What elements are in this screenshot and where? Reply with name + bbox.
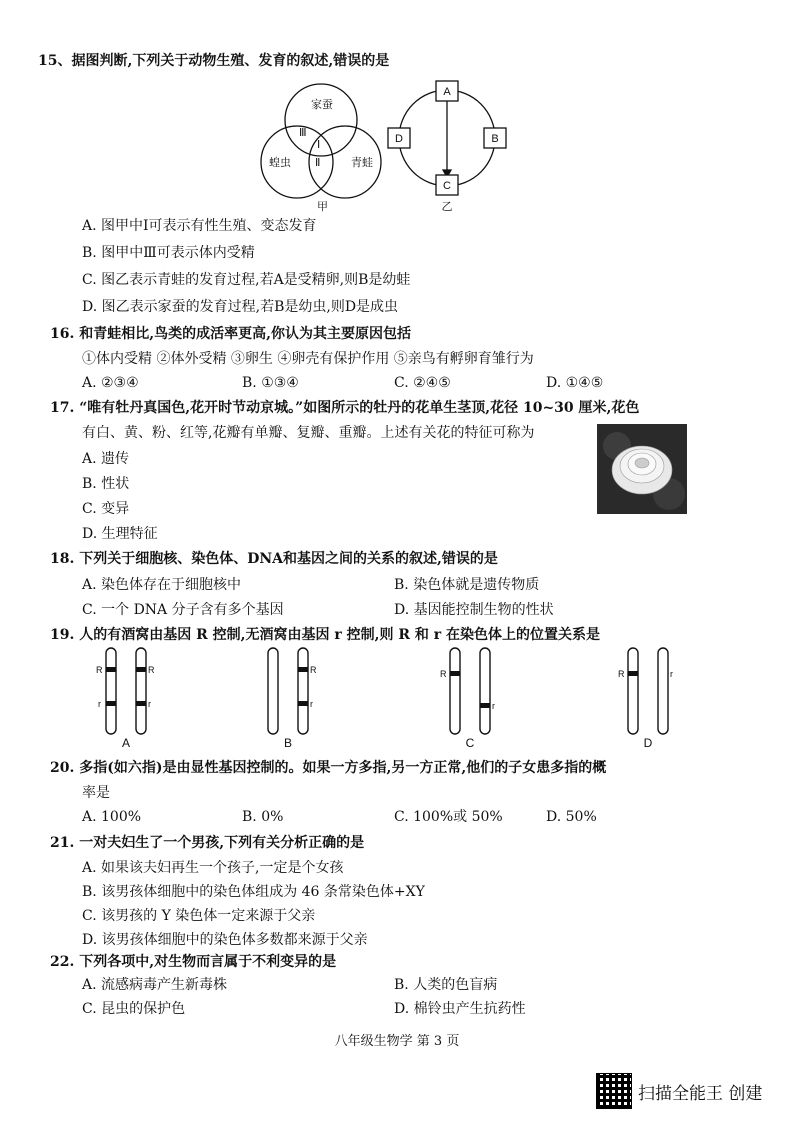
- q17-stem-1: 17. “唯有牡丹真国色,花开时节动京城。”如图所示的牡丹的花单生茎顶,花径 10~30 厘米,花色: [50, 400, 640, 416]
- chromo-a-right-R: R: [148, 665, 155, 675]
- chromo-a-right-r: r: [148, 699, 151, 709]
- page-footer: 八年级生物学 第 3 页: [334, 1034, 460, 1049]
- q16-items: ①体内受精 ②体外受精 ③卵生 ④卵壳有保护作用 ⑤亲鸟有孵卵育雏行为: [82, 351, 534, 367]
- q20-stem-2: 率是: [82, 785, 110, 801]
- q17-opt-b: B. 性状: [82, 476, 130, 492]
- venn-region-1: Ⅰ: [317, 138, 321, 151]
- chromo-d-R: R: [618, 669, 625, 679]
- q16-opt-d: D. ①④⑤: [546, 375, 604, 391]
- chromo-label-c: C: [465, 736, 475, 750]
- q18-opt-a: A. 染色体存在于细胞核中: [82, 577, 242, 593]
- chromosome-diagrams: [80, 645, 720, 750]
- q16-opt-c: C. ②④⑤: [394, 375, 451, 391]
- q22-stem: 22. 下列各项中,对生物而言属于不利变异的是: [50, 954, 337, 970]
- venn-top-label: 家蚕: [311, 98, 333, 111]
- q15-opt-c: C. 图乙表示青蛙的发育过程,若A是受精卵,则B是幼蛙: [82, 272, 411, 288]
- cycle-c: C: [443, 180, 451, 192]
- venn-region-2: Ⅱ: [315, 156, 321, 169]
- q21-opt-a: A. 如果该夫妇再生一个孩子,一定是个女孩: [82, 860, 344, 876]
- q15-stem: 15、据图判断,下列关于动物生殖、发育的叙述,错误的是: [38, 53, 390, 69]
- q15-opt-a: A. 图甲中Ⅰ可表示有性生殖、变态发育: [82, 218, 317, 234]
- q20-stem-1: 20. 多指(如六指)是由显性基因控制的。如果一方多指,另一方正常,他们的子女患多指的概: [50, 760, 607, 776]
- peony-photo: [597, 424, 687, 514]
- cycle-d: D: [395, 133, 403, 145]
- venn-left-label: 蝗虫: [269, 156, 291, 169]
- q20-opt-a: A. 100%: [82, 809, 142, 825]
- q18-stem: 18. 下列关于细胞核、染色体、DNA和基因之间的关系的叙述,错误的是: [50, 551, 498, 567]
- venn-right-label: 青蛙: [351, 156, 373, 169]
- qr-code-icon: [596, 1073, 632, 1109]
- q17-opt-c: C. 变异: [82, 501, 130, 517]
- q19-stem: 19. 人的有酒窝由基因 R 控制,无酒窝由基因 r 控制,则 R 和 r 在染色体上的位置关系是: [50, 627, 600, 643]
- q16-opt-a: A. ②③④: [82, 375, 139, 391]
- q16-stem: 16. 和青蛙相比,鸟类的成活率更高,你认为其主要原因包括: [50, 326, 411, 342]
- q17-opt-d: D. 生理特征: [82, 526, 158, 542]
- chromo-c-r: r: [492, 701, 495, 711]
- q21-opt-b: B. 该男孩体细胞中的染色体组成为 46 条常染色体+XY: [82, 884, 425, 900]
- chromo-d-r: r: [670, 669, 673, 679]
- chromo-c-R: R: [440, 669, 447, 679]
- cycle-diagram: [388, 81, 506, 195]
- q22-opt-a: A. 流感病毒产生新毒株: [82, 977, 228, 993]
- chromo-label-b: B: [283, 736, 293, 750]
- q22-opt-c: C. 昆虫的保护色: [82, 1001, 186, 1017]
- q18-opt-c: C. 一个 DNA 分子含有多个基因: [82, 602, 284, 618]
- q20-opt-c: C. 100%或 50%: [394, 809, 503, 825]
- q21-opt-c: C. 该男孩的 Y 染色体一定来源于父亲: [82, 908, 316, 924]
- q17-opt-a: A. 遗传: [82, 451, 130, 467]
- q22-opt-d: D. 棉铃虫产生抗药性: [394, 1001, 526, 1017]
- chromo-label-d: D: [643, 736, 653, 750]
- chromo-b-R: R: [310, 665, 317, 675]
- scanner-badge-text: 扫描全能王 创建: [638, 1083, 763, 1104]
- q18-opt-d: D. 基因能控制生物的性状: [394, 602, 554, 618]
- q22-opt-b: B. 人类的色盲病: [394, 977, 498, 993]
- q15-opt-d: D. 图乙表示家蚕的发育过程,若B是幼虫,则D是成虫: [82, 299, 399, 315]
- chromo-label-a: A: [121, 736, 131, 750]
- q18-opt-b: B. 染色体就是遗传物质: [394, 577, 540, 593]
- q15-diagrams: [255, 78, 545, 213]
- cycle-a: A: [443, 86, 451, 98]
- cycle-caption: 乙: [441, 201, 453, 213]
- q20-opt-d: D. 50%: [546, 809, 597, 825]
- q17-stem-2: 有白、黄、粉、红等,花瓣有单瓣、复瓣、重瓣。上述有关花的特征可称为: [82, 425, 535, 441]
- q16-opt-b: B. ①③④: [242, 375, 299, 391]
- q20-opt-b: B. 0%: [242, 809, 284, 825]
- cycle-b: B: [491, 133, 499, 145]
- q21-stem: 21. 一对夫妇生了一个男孩,下列有关分析正确的是: [50, 835, 365, 851]
- q21-opt-d: D. 该男孩体细胞中的染色体多数都来源于父亲: [82, 932, 368, 948]
- venn-region-3: Ⅲ: [299, 126, 307, 139]
- venn-caption: 甲: [317, 200, 328, 213]
- chromo-a-left-R: R: [96, 665, 103, 675]
- chromo-a-left-r: r: [98, 699, 101, 709]
- scanner-badge: [596, 1073, 762, 1109]
- q15-opt-b: B. 图甲中Ⅲ可表示体内受精: [82, 245, 255, 261]
- chromo-b-r: r: [310, 699, 313, 709]
